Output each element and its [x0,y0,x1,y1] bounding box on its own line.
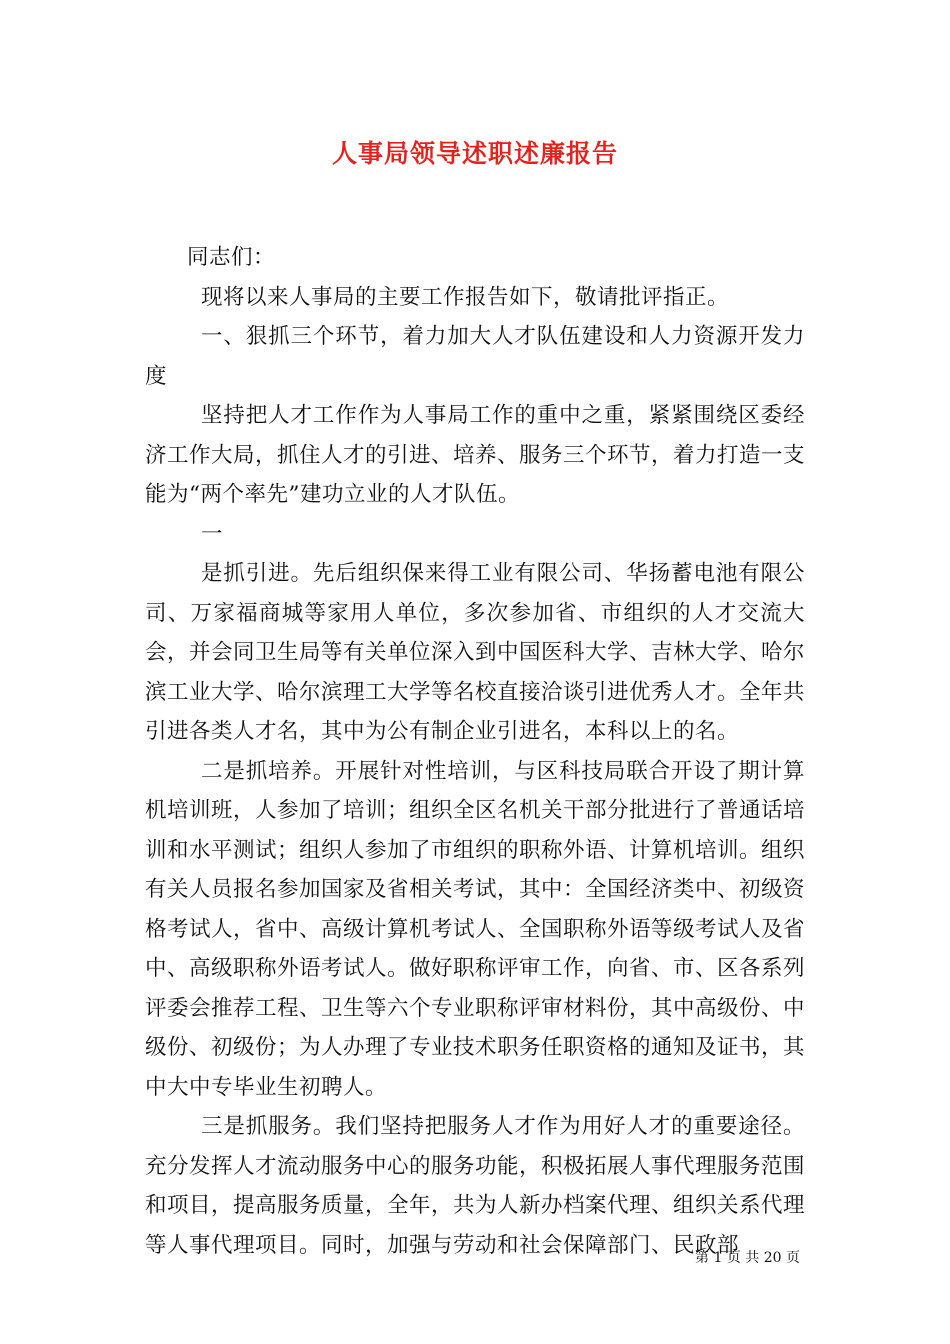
paragraph-service: 三是抓服务。我们坚持把服务人才作为用好人才的重要途径。充分发挥人才流动服务中心的服务功能，积极拓展人事代理服务范围和项目，提高服务质量，全年，共为人新办档案代理、组织关系代理等人事代理项目。同时，加强与劳动和社会保障部门、民政部 [145,1114,806,1258]
paragraph-recruitment: 是抓引进。先后组织保来得工业有限公司、华扬蓄电池有限公司、万家福商城等家用人单位，多次参加省、市组织的人才交流大会，并会同卫生局等有关单位深入到中国医科大学、吉林大学、哈尔滨工业大学、哈尔滨理工大学等名校直接洽谈引进优秀人才。全年共引进各类人才名，其中为公有制企业引进名，本科以上的名。 [145,561,806,744]
paragraph-training: 二是抓培养。开展针对性培训，与区科技局联合开设了期计算机培训班，人参加了培训；组织全区名机关干部分批进行了普通话培训和水平测试；组织人参加了市组织的职称外语、计算机培训。组织有关人员报名参加国家及省相关考试，其中：全国经济类中、初级资格考试人，省中、高级计算机考试人、全国职称外语等级考试人及省中、高级职称外语考试人。做好职称评审工作，向省、市、区各系列评委会推荐工程、卫生等六个专业职称评审材料份，其中高级份、中级份、初级份；为人办理了专业技术职务任职资格的通知及证书，其中大中专毕业生初聘人。 [145,758,806,1100]
document-title: 人事局领导述职述廉报告 [331,139,618,168]
paragraph-intro: 现将以来人事局的主要工作报告如下，敬请批评指正。 [201,284,730,310]
salutation: 同志们： [187,245,276,270]
paragraph-overview: 坚持把人才工作作为人事局工作的重中之重，紧紧围绕区委经济工作大局，抓住人才的引进、培养、服务三个环节，着力打造一支能为“两个率先”建功立业的人才队伍。 [145,403,806,507]
section-heading-1: 一、狠抓三个环节，着力加大人才队伍建设和人力资源开发力度 [145,324,805,389]
page-number: 第 1 页 共 20 页 [695,1250,800,1266]
document-body [145,238,805,1265]
paragraph-marker: 一 [201,521,224,547]
